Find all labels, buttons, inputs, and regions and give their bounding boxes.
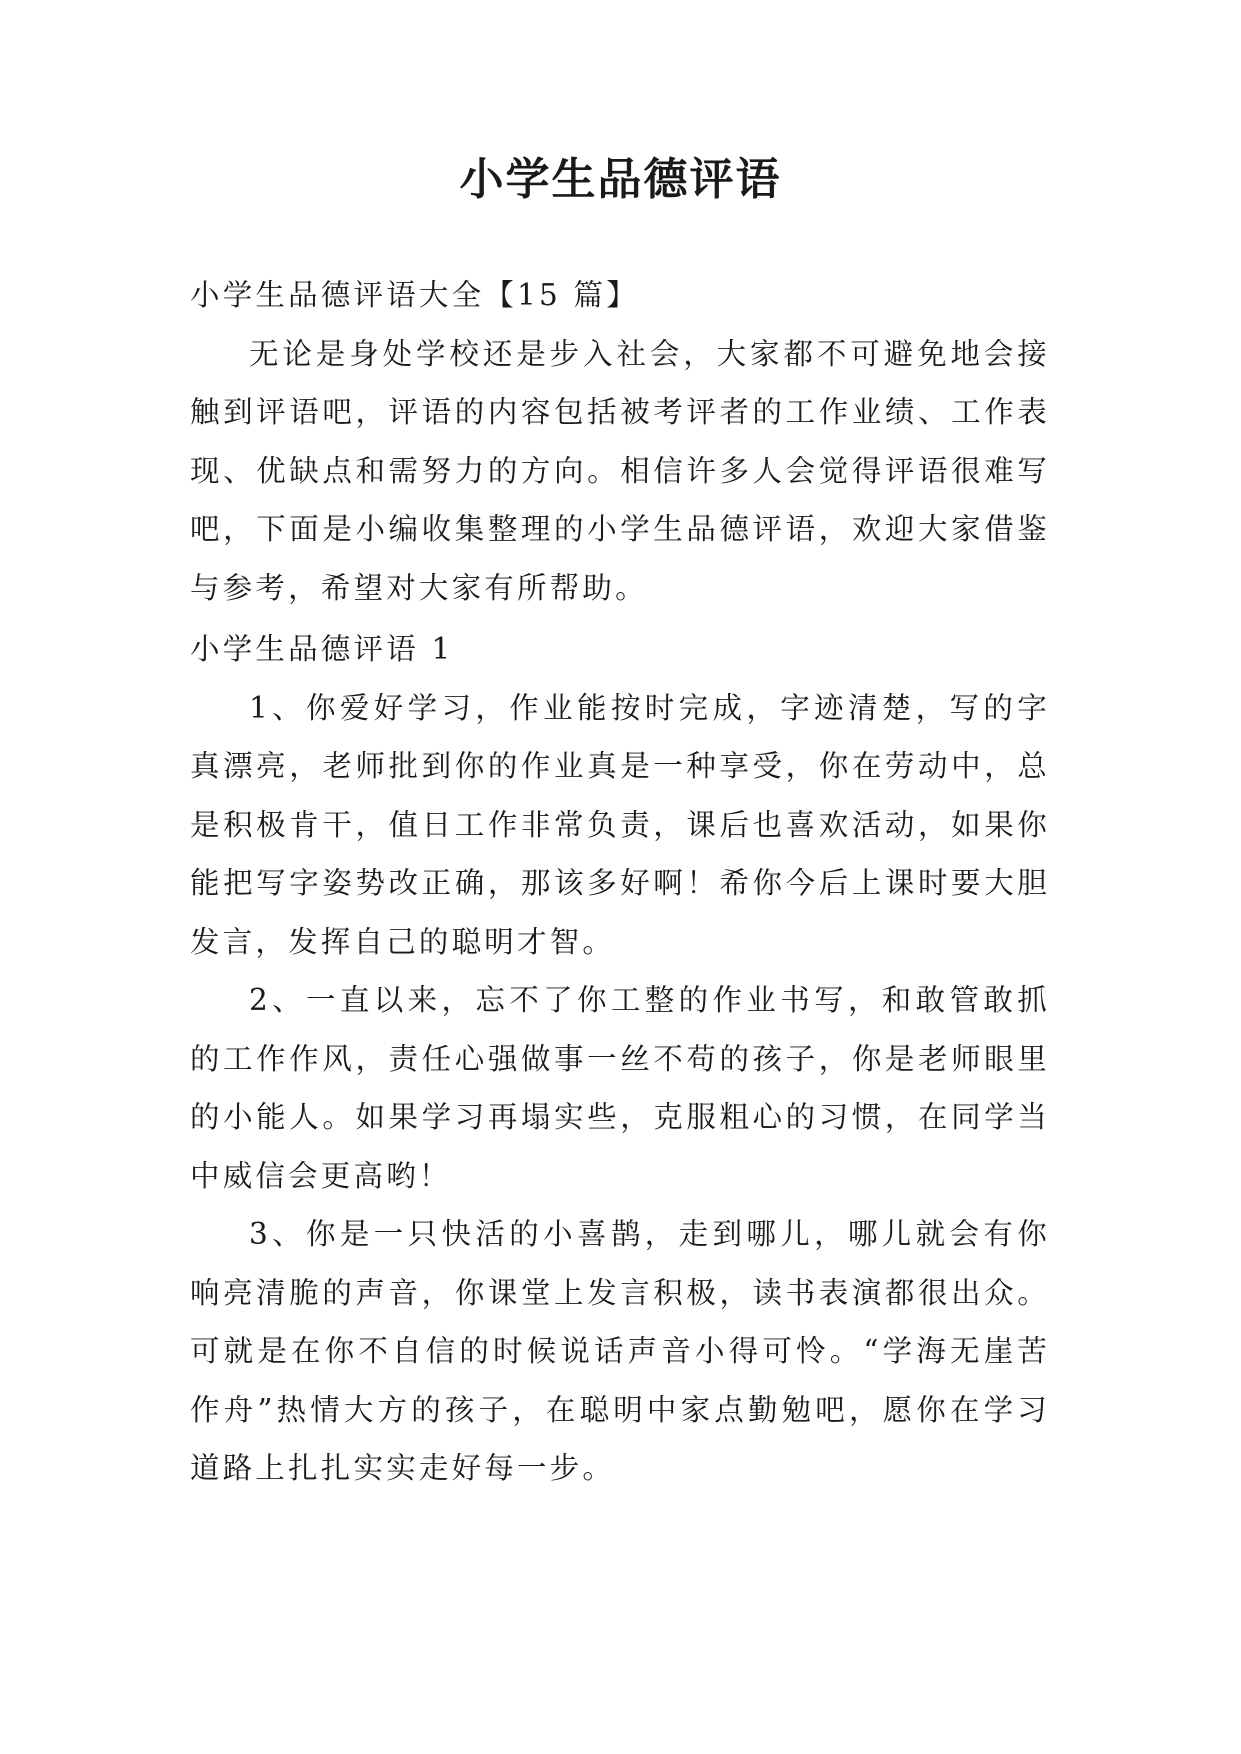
document-subtitle: 小学生品德评语大全【15 篇】 xyxy=(190,278,639,312)
section-heading: 小学生品德评语 1 xyxy=(190,632,454,666)
intro-section xyxy=(190,266,1050,617)
comment-item-3: 3、你是一只快活的小喜鹊，走到哪儿，哪儿就会有你响亮清脆的声音，你课堂上发言积极，读书表演都很出众。可就是在你不自信的时候说话声音小得可怜。“学海无崖苦作舟”热情大方的孩子，在聪明中家点勤勉吧，愿你在学习道路上扎扎实实走好每一步。 xyxy=(190,1217,1050,1485)
section-1 xyxy=(190,620,1050,1498)
intro-paragraph: 无论是身处学校还是步入社会，大家都不可避免地会接触到评语吧，评语的内容包括被考评者的工作业绩、工作表现、优缺点和需努力的方向。相信许多人会觉得评语很难写吧，下面是小编收集整理的小学生品德评语，欢迎大家借鉴与参考，希望对大家有所帮助。 xyxy=(190,336,1050,605)
document-title: 小学生品德评语 xyxy=(459,154,782,205)
comment-item-1: 1、你爱好学习，作业能按时完成，字迹清楚，写的字真漂亮，老师批到你的作业真是一种享受，你在劳动中，总是积极肯干，值日工作非常负责，课后也喜欢活动，如果你能把写字姿势改正确，那该多好啊！希你今后上课时要大胆发言，发挥自己的聪明才智。 xyxy=(190,690,1050,959)
comment-item-2: 2、一直以来，忘不了你工整的作业书写，和敢管敢抓的工作作风，责任心强做事一丝不苟的孩子，你是老师眼里的小能人。如果学习再塌实些，克服粗心的习惯，在同学当中威信会更高哟！ xyxy=(190,983,1050,1193)
